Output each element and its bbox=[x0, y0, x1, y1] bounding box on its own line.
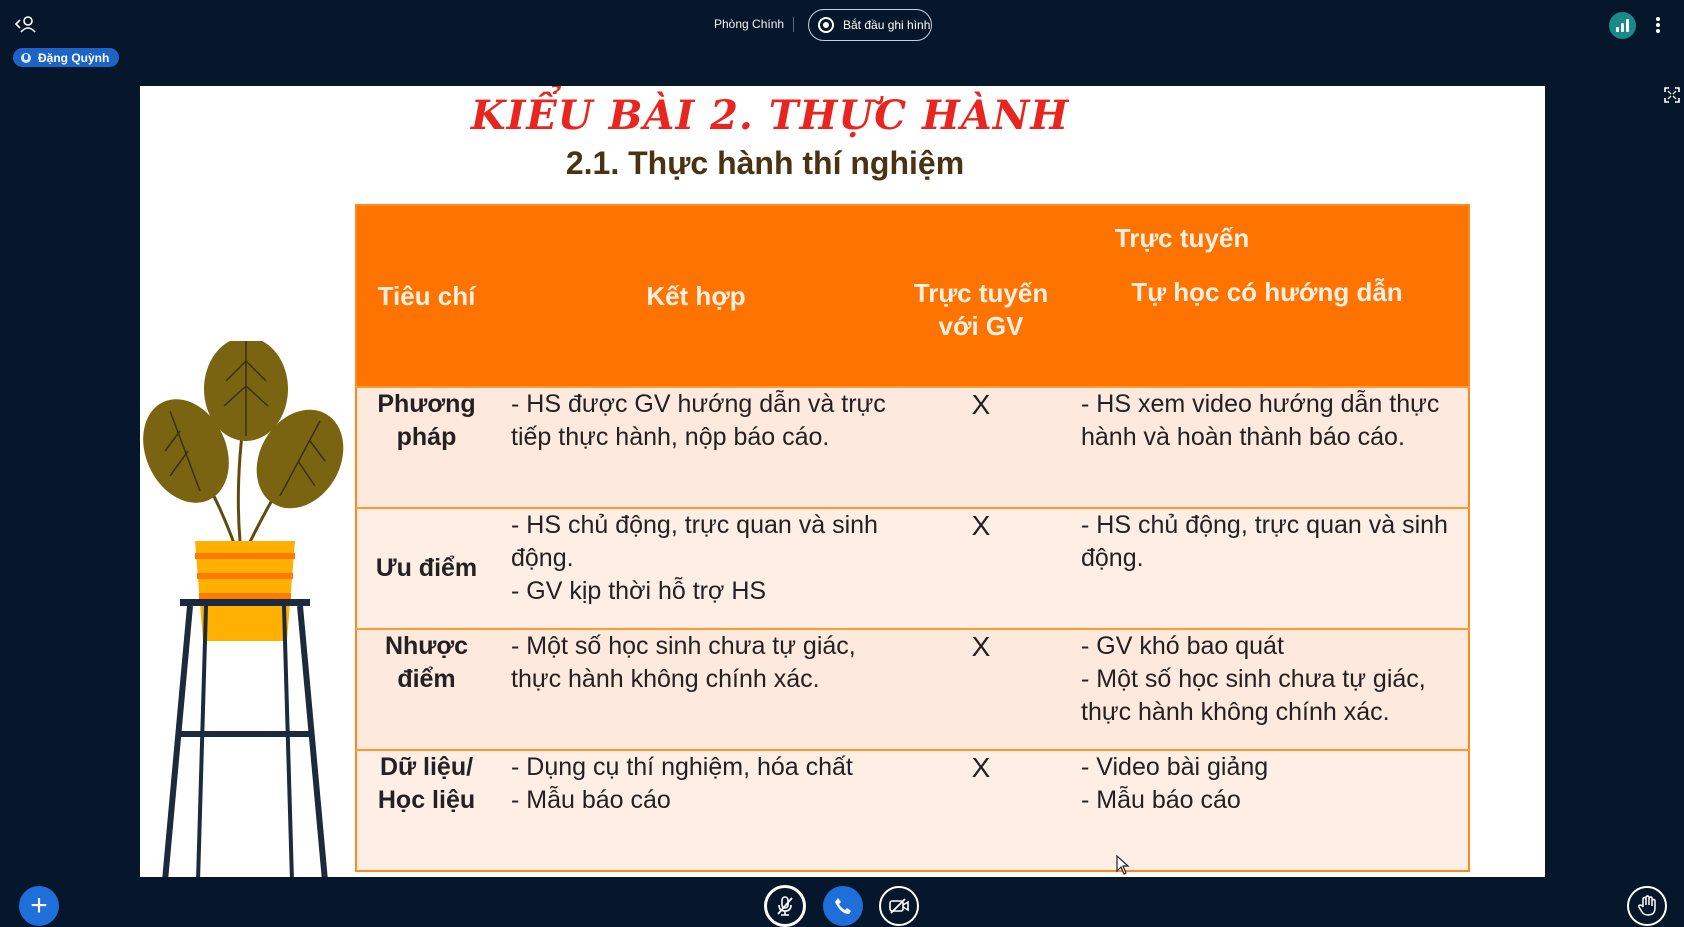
fullscreen-icon[interactable] bbox=[1664, 87, 1680, 103]
room-title: Phòng Chính bbox=[714, 17, 785, 31]
talker-name: Đặng Quỳnh bbox=[38, 50, 110, 65]
table-row bbox=[356, 508, 1469, 629]
row-criteria: Nhược điểm bbox=[356, 629, 496, 750]
row-online-mark: X bbox=[896, 387, 1066, 508]
header-criteria: Tiêu chí bbox=[356, 205, 496, 387]
header-online: Trực tuyến bbox=[896, 205, 1469, 271]
record-label: Bắt đầu ghi hình bbox=[843, 18, 931, 32]
presentation-slide bbox=[140, 86, 1545, 877]
row-criteria: Phương pháp bbox=[356, 387, 496, 508]
users-toggle-icon[interactable] bbox=[14, 14, 36, 34]
row-blended: - HS được GV hướng dẫn và trực tiếp thực hành, nộp báo cáo. bbox=[496, 387, 896, 508]
table-row bbox=[356, 750, 1469, 871]
table-row bbox=[356, 629, 1469, 750]
row-online-mark: X bbox=[896, 750, 1066, 871]
mic-muted-icon[interactable] bbox=[764, 885, 806, 927]
slide-subtitle: 2.1. Thực hành thí nghiệm bbox=[565, 145, 965, 181]
plant-illustration bbox=[140, 341, 350, 877]
row-self-study: - Video bài giảng - Mẫu báo cáo bbox=[1066, 750, 1469, 871]
row-criteria: Ưu điểm bbox=[356, 508, 496, 629]
row-self-study: - HS chủ động, trực quan và sinh động. bbox=[1066, 508, 1469, 629]
comparison-table bbox=[355, 204, 1470, 872]
header-blended: Kết hợp bbox=[496, 205, 896, 387]
row-blended: - Dụng cụ thí nghiệm, hóa chất - Mẫu báo cáo bbox=[496, 750, 896, 871]
table-row bbox=[356, 387, 1469, 508]
row-criteria: Dữ liệu/ Học liệu bbox=[356, 750, 496, 871]
phone-icon[interactable] bbox=[823, 886, 863, 926]
row-blended: - Một số học sinh chưa tự giác, thực hành không chính xác. bbox=[496, 629, 896, 750]
more-vertical-icon[interactable] bbox=[1652, 14, 1664, 36]
header-online-with-teacher: Trực tuyến với GV bbox=[896, 271, 1066, 387]
slide-title: KIỂU BÀI 2. THỰC HÀNH bbox=[470, 92, 1070, 139]
mic-icon bbox=[21, 53, 31, 63]
top-bar bbox=[0, 0, 1684, 50]
raise-hand-icon[interactable] bbox=[1627, 886, 1667, 926]
title-divider bbox=[793, 17, 794, 32]
row-online-mark: X bbox=[896, 508, 1066, 629]
row-self-study: - GV khó bao quát - Một số học sinh chưa tự giác, thực hành không chính xác. bbox=[1066, 629, 1469, 750]
header-self-study: Tự học có hướng dẫn bbox=[1066, 271, 1469, 387]
plus-icon[interactable]: + bbox=[19, 886, 59, 926]
row-self-study: - HS xem video hướng dẫn thực hành và hoàn thành báo cáo. bbox=[1066, 387, 1469, 508]
camera-off-icon[interactable] bbox=[879, 886, 919, 926]
mouse-cursor-icon bbox=[1116, 855, 1130, 875]
record-icon bbox=[818, 17, 834, 33]
talking-indicator[interactable] bbox=[13, 48, 119, 67]
row-blended: - HS chủ động, trực quan và sinh động. - GV kịp thời hỗ trợ HS bbox=[496, 508, 896, 629]
start-recording-button[interactable] bbox=[808, 9, 932, 41]
connection-stats-icon[interactable] bbox=[1609, 12, 1636, 39]
row-online-mark: X bbox=[896, 629, 1066, 750]
